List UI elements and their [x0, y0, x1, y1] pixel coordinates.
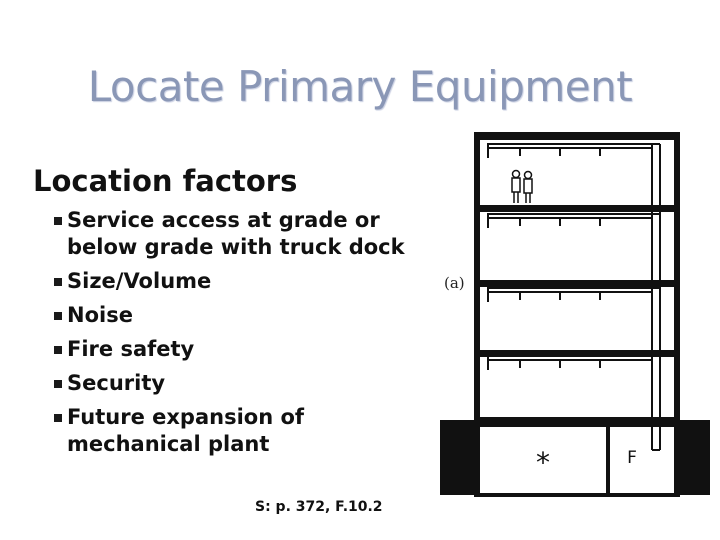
slide-title: Locate Primary Equipment [87, 62, 633, 111]
mechanical-room-symbol: * [536, 446, 550, 479]
ground-left [440, 420, 474, 495]
bullet-square-icon [54, 380, 62, 388]
bullet-text: Future expansion of mechanical plant [67, 405, 305, 456]
ground-right [676, 420, 710, 495]
figure-label: (a) [444, 274, 465, 292]
bullet-text: Service access at grade or below grade with truck dock [67, 208, 405, 259]
list-item [56, 404, 436, 458]
bullet-square-icon [54, 278, 62, 286]
list-item [56, 268, 436, 295]
source-citation: S: p. 372, F.10.2 [255, 499, 383, 515]
bullet-list [56, 207, 436, 465]
list-item [56, 302, 436, 329]
list-item [56, 370, 436, 397]
basement-partition [606, 427, 610, 493]
bullet-square-icon [54, 346, 62, 354]
bullet-text: Fire safety [67, 337, 195, 361]
bullet-square-icon [54, 217, 62, 225]
fan-room-label: F [627, 448, 637, 468]
people-icon [512, 171, 532, 204]
bullet-square-icon [54, 414, 62, 422]
bullet-text: Noise [67, 303, 133, 327]
bullet-text: Size/Volume [67, 269, 212, 293]
list-item [56, 336, 436, 363]
list-item [56, 207, 436, 261]
building-section-diagram [440, 130, 710, 500]
section-heading: Location factors [33, 164, 298, 198]
bullet-square-icon [54, 312, 62, 320]
bullet-text: Security [67, 371, 166, 395]
floor-slabs [480, 205, 674, 427]
vertical-risers [652, 144, 660, 450]
